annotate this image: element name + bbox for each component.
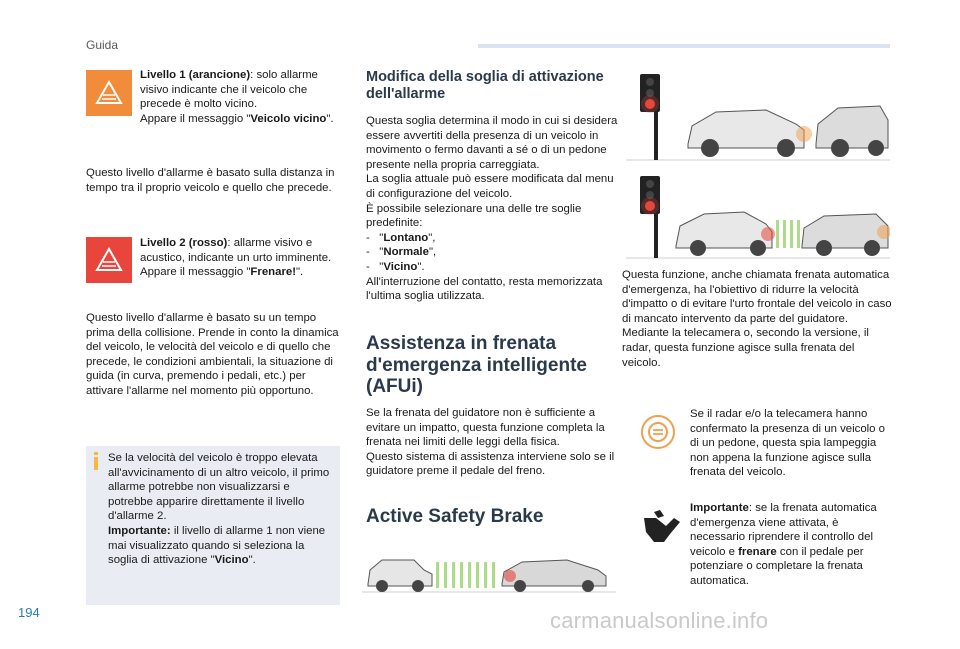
asb-warning-lamp-icon xyxy=(640,414,676,450)
threshold-option: - "Lontano", xyxy=(366,231,436,244)
note-text xyxy=(108,451,336,568)
level2-msg-suffix: ". xyxy=(296,266,304,279)
heading-afui: Assistenza in frenata d'emergenza intelligente (AFUi) xyxy=(366,333,587,397)
asb-important-body: : se la frenata automatica d'emergenza viene attivata, è necessario riprendere il controllo del veicolo e xyxy=(690,502,877,558)
asb-brake-word: frenare xyxy=(738,545,777,558)
afui-para1: Se la frenata del guidatore non è sufficiente a evitare un impatto, questa funzione completa la frenata nei limiti delle leggi della fisica. xyxy=(366,407,605,449)
asb-important-body2: con il pedale per potenziare o completare la frenata automatica. xyxy=(690,545,864,587)
asb-para1: Questa funzione, anche chiamata frenata automatica d'emergenza, ha l'obiettivo di ridurre la velocità d'impatto o di evitare l'urto frontale del veicolo in caso di mancato intervento da parte del guidatore. xyxy=(622,269,892,325)
warning-level2-icon xyxy=(86,237,132,283)
level2-title: Livello 2 (rosso) xyxy=(140,237,228,249)
watermark: carmanualsonline.info xyxy=(550,608,769,633)
level2-msg-prefix: Appare il messaggio " xyxy=(140,266,251,279)
threshold-para2: La soglia attuale può essere modificata dal menu di configurazione del veicolo. xyxy=(366,173,614,200)
afui-text xyxy=(366,406,620,479)
asb-important-text xyxy=(690,501,892,589)
traffic-light-illustration-1 xyxy=(626,64,890,164)
traffic-light-illustration-2 xyxy=(626,170,890,262)
level1-explanation: Questo livello d'allarme è basato sulla distanza in tempo tra il proprio veicolo e quello che precede. xyxy=(86,167,335,194)
level1-text: : solo allarme visivo indicante che il veicolo che precede è molto vicino. xyxy=(140,69,318,111)
threshold-para3: È possibile selezionare una delle tre soglie predefinite: xyxy=(366,202,582,230)
level2-msg-value: Frenare! xyxy=(250,266,297,279)
info-icon xyxy=(93,452,99,470)
heading-threshold: Modifica della soglia di attivazione dell'allarme xyxy=(366,69,604,102)
level1-msg-prefix: Appare il messaggio " xyxy=(140,112,251,125)
level1-title: Livello 1 (arancione) xyxy=(140,69,251,81)
note-value: Vicino xyxy=(214,554,249,567)
level2-explanation: Questo livello d'allarme è basato su un tempo prima della collisione. Prende in conto la dinamica del veicolo, le velocità del veicolo e di quello che precede, le condizioni ambientali, la situazione di guida (in curva, premendo i pedali, etc.) per attivare l'allarme nel momento più opportuno. xyxy=(86,312,339,397)
section-title: Guida xyxy=(86,38,119,52)
heading-active-safety-brake: Active Safety Brake xyxy=(366,506,544,527)
threshold-option: - "Vicino". xyxy=(366,260,425,273)
level2-description xyxy=(140,236,340,280)
asb-description xyxy=(622,268,892,370)
threshold-para4: All'interruzione del contatto, resta memorizzata l'ultima soglia utilizzata. xyxy=(366,275,603,303)
level2-text: : allarme visivo e acustico, indicante un urto imminente. xyxy=(140,237,332,264)
threshold-para1: Questa soglia determina il modo in cui si desidera essere avvertiti della presenza di un veicolo in movimento o fermo davanti a sé o di un pedone presente nella propria carreggiata. xyxy=(366,115,618,171)
asb-para2: Mediante la telecamera o, secondo la versione, il radar, questa funzione agisce sulla frenata del veicolo. xyxy=(622,327,869,369)
warning-level1-icon xyxy=(86,70,132,116)
threshold-option: - "Normale", xyxy=(366,246,437,259)
note-body: Se la velocità del veicolo è troppo elevata all'avvicinamento di un altro veicolo, il primo allarme potrebbe non visualizzarsi e potrebbe apparire direttamente il livello d'allarme 2. xyxy=(108,452,330,523)
threshold-text xyxy=(366,114,620,304)
level1-msg-suffix: ". xyxy=(326,112,334,125)
note-suffix: ". xyxy=(248,554,256,567)
asb-important-label: Importante xyxy=(690,502,749,514)
afui-para2: Questo sistema di assistenza interviene solo se il guidatore preme il pedale del freno. xyxy=(366,450,615,478)
note-body2: il livello di allarme 1 non viene mai visualizzato quando si seleziona la soglia di attivazione " xyxy=(108,524,326,567)
asb-lamp-text: Se il radar e/o la telecamera hanno confermato la presenza di un veicolo o di un pedone, questa spia lampeggia non appena la funzione agisce sulla frenata del veicolo. xyxy=(690,408,886,479)
level1-description xyxy=(140,68,340,126)
hand-wrench-icon xyxy=(640,508,682,546)
header-bar xyxy=(478,44,890,48)
active-safety-brake-illustration xyxy=(362,548,616,596)
page-number: 194 xyxy=(18,605,40,620)
note-important-label: Importante: xyxy=(108,524,171,537)
level1-msg-value: Veicolo vicino xyxy=(250,112,327,125)
